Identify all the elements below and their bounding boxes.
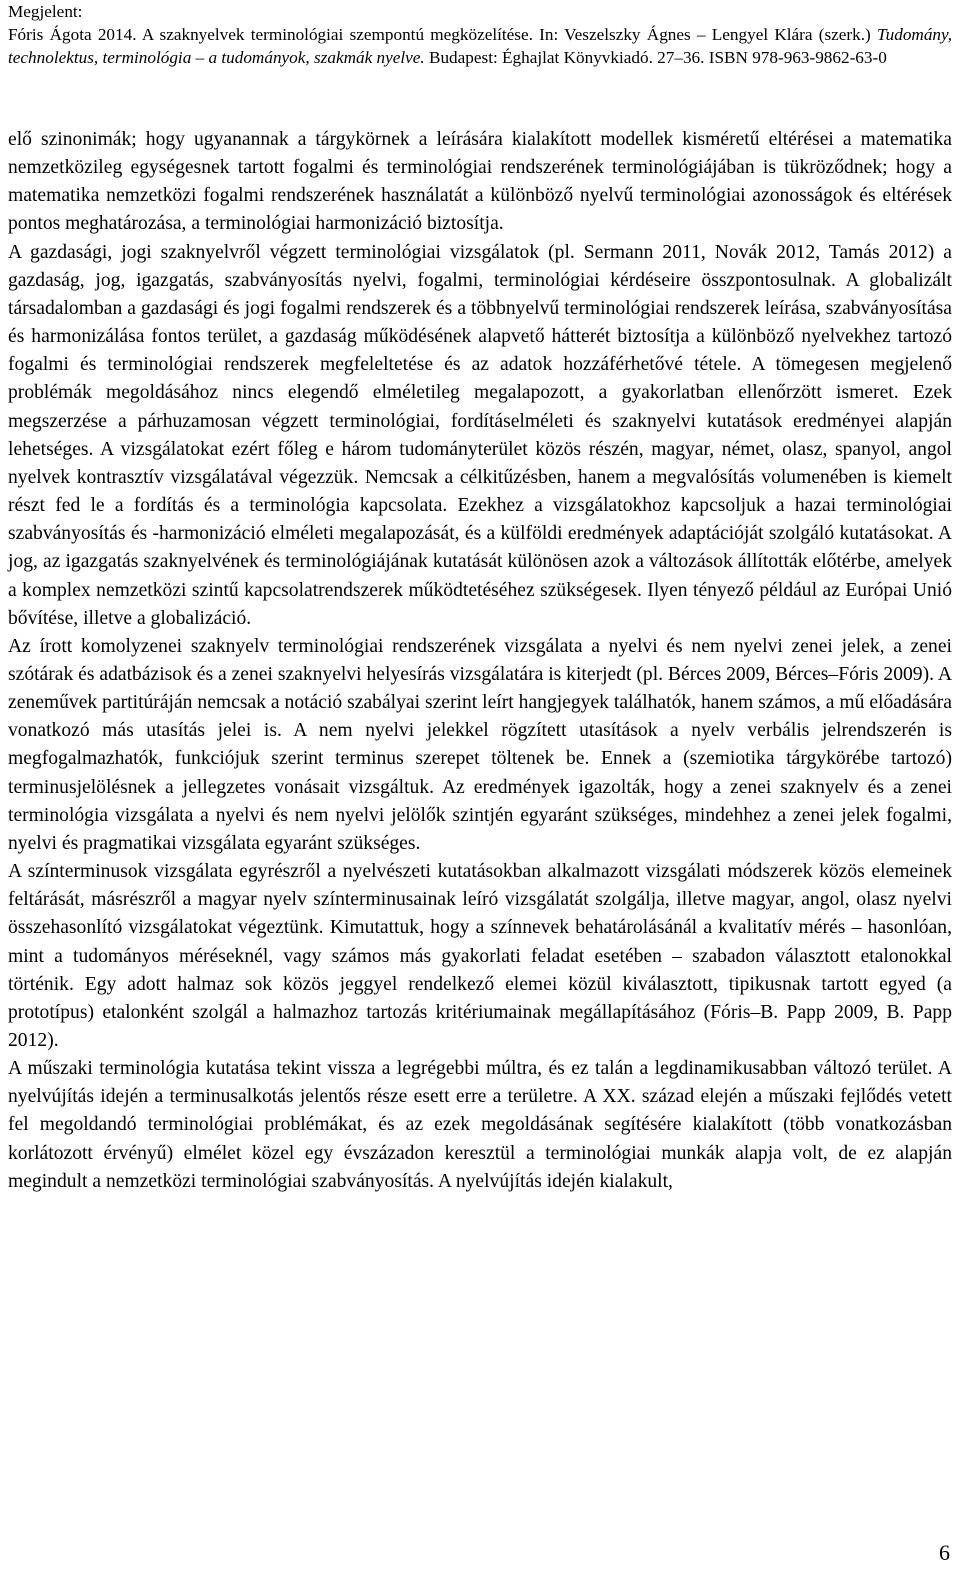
paragraph-music: Az írott komolyzenei szaknyelv terminológiai rendszerének vizsgálata a nyelvi és nem nyelvi zenei jelek, a zenei szótárak és adatbázisok és a zenei szaknyelvi helyesírás vizsgálatára is kiterjedt (pl. Bérces 2009, Bérces–Fóris 2009). A zeneművek partitúráján nemcsak a notáció szabályai szerint leírt hangjegyek találhatók, hanem számos, a mű előadására vonatkozó más utasítás jelei is. A nem nyelvi jelekkel rögzített utasítások a nyelv verbális jelrendszerén is megfogalmazhatók, funkciójuk szerint terminus szerepet töltenek be. Ennek a (szemiotika tárgykörébe tartozó) terminusjelölésnek a jellegzetes vonásait vizsgáltuk. Az eredmények igazolták, hogy a zenei szaknyelv és a zenei terminológia vizsgálata a nyelvi és nem nyelvi jelölők szintjén egyaránt szükséges, mindehhez a zenei jelek fogalmi, nyelvi és pragmatikai vizsgálata egyaránt szükséges. bbox=[8, 635, 952, 854]
page-number: 6 bbox=[939, 1540, 950, 1565]
citation-reference bbox=[8, 23, 952, 69]
document-body bbox=[8, 126, 952, 1196]
paragraph-mathematics-continued: elő szinonimák; hogy ugyanannak a tárgykörnek a leírására kialakított modellek kisméretű eltérései a matematika nemzetközileg egységesnek tartott fogalmi és terminológiai rendszerének terminológiájában is tükröződnek; hogy a matematika nemzetközi fogalmi rendszerének használatát a különböző nyelvű terminológiai azonosságok és eltérések pontos meghatározása, a terminológiai harmonizáció biztosítja. bbox=[8, 129, 952, 235]
paragraph-color-terms: A színterminusok vizsgálata egyrészről a nyelvészeti kutatásokban alkalmazott vizsgálati módszerek közös elemeinek feltárását, másrészről a magyar nyelv színterminusainak leíró vizsgálatát szolgálja, illetve magyar, angol, olasz nyelvi összehasonlító vizsgálatokat végeztünk. Kimutattuk, hogy a színnevek behatárolásánál a kvalitatív mérés – hasonlóan, mint a tudományos méréseknél, vagy számos más gyakorlati feladat esetében – szabadon választott etalonokkal történik. Egy adott halmaz sok közös jeggyel rendelkező elemei közül kiválasztott, tipikusnak tartott egyed (a prototípus) etalonként szolgál a halmazhoz tartozás kritériumainak megállapításához (Fóris–B. Papp 2009, B. Papp 2012). bbox=[8, 861, 952, 1051]
paragraph-economic-legal: A gazdasági, jogi szaknyelvről végzett terminológiai vizsgálatok (pl. Sermann 2011, Novák 2012, Tamás 2012) a gazdaság, jog, igazgatás, szabványosítás nyelvi, fogalmi, terminológiai kérdéseire összpontosulnak. A globalizált társadalomban a gazdasági és jogi fogalmi rendszerek és a többnyelvű terminológiai rendszerek leírása, szabványosítása és harmonizálása fontos terület, a gazdaság működésének alapvető hátterét biztosítja a különböző nyelvekhez tartozó fogalmi és terminológiai rendszerek megfeleltetése és az adatok hozzáférhetővé tétele. A tömegesen megjelenő problémák megoldásához nincs elegendő elméletileg megalapozott, a gyakorlatban ellenőrzött ismeret. Ezek megszerzése a párhuzamosan végzett terminológiai, fordításelméleti és szaknyelvi kutatások eredményei alapján lehetséges. A vizsgálatokat ezért főleg e három tudományterület közös részén, magyar, német, olasz, spanyol, angol nyelvek kontrasztív vizsgálatával végezzük. Nemcsak a célkitűzésben, hanem a megvalósítás volumenében is kiemelt részt fed le a fordítás és a terminológia kapcsolata. Ezekhez a vizsgálatokhoz kapcsoljuk a hazai terminológiai szabványosítás és -harmonizáció elméleti megalapozását, és a külföldi eredmények adaptációját szolgáló kutatásokat. A jog, az igazgatás szaknyelvének és terminológiájának kutatását különösen azok a változások állították előtérbe, amelyek a komplex nemzetközi szintű kapcsolatrendszerek működtetéséhez szükségesek. Ilyen tényező például az Európai Unió bővítése, illetve a globalizáció. bbox=[8, 241, 952, 629]
citation-authors-and-title: Fóris Ágota 2014. A szaknyelvek terminológiai szempontú megközelítése. In: Veszelszky Ágnes – Lengyel Klára (szerk.) bbox=[8, 25, 878, 44]
citation-book-title: Tudomány, technolektus, terminológia – a tudományok, szakmák nyelve. bbox=[8, 25, 952, 67]
paragraph-technical-terminology: A műszaki terminológia kutatása tekint vissza a legrégebbi múltra, és ez talán a legdinamikusabban változó terület. A nyelvújítás idején a terminusalkotás jelentős része esett erre a területre. A XX. század elején a műszaki fejlődés vetett fel megoldandó terminológiai problémákat, és az ezek megoldásának segítésére kialakított (több vonatkozásban korlátozott érvényű) elmélet közel egy évszázadon keresztül a terminológiai munkák alapja volt, de ez alapján megindult a nemzetközi terminológiai szabványosítás. A nyelvújítás idején kialakult, bbox=[8, 1058, 952, 1192]
publication-citation bbox=[8, 0, 952, 69]
citation-label: Megjelent: bbox=[8, 2, 83, 21]
citation-publisher-info: Budapest: Éghajlat Könyvkiadó. 27–36. ISBN 978-963-9862-63-0 bbox=[424, 48, 887, 67]
